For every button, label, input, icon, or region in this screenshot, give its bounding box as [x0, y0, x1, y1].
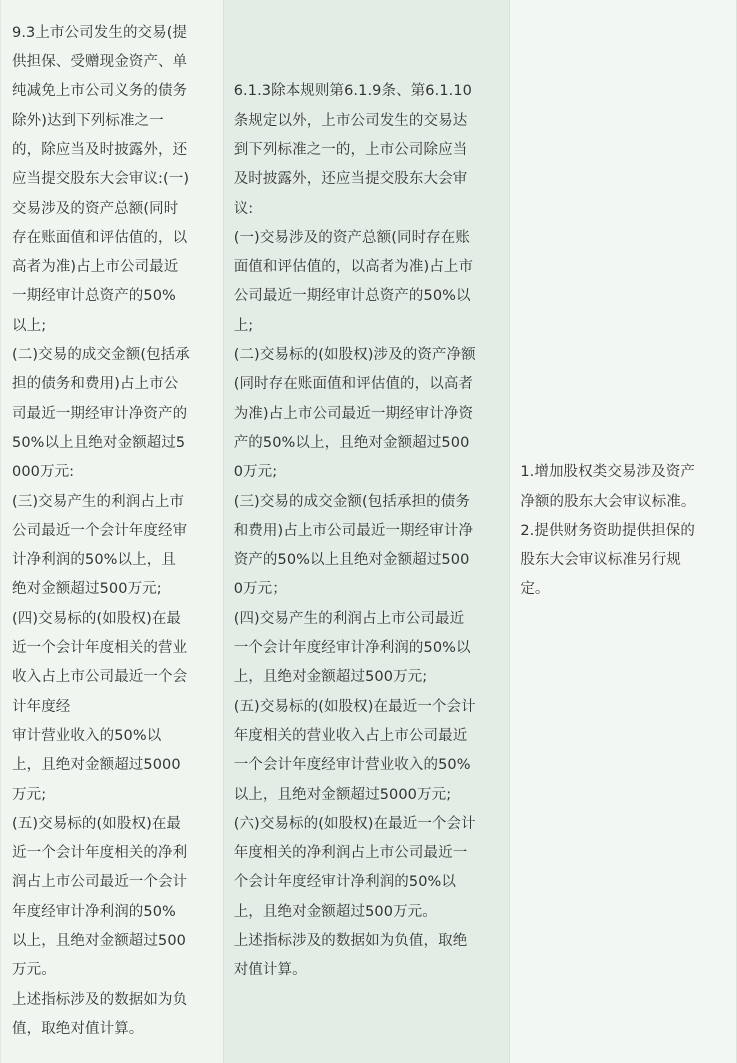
revised-text-line: 上，且绝对金额超过500万元。 — [233, 903, 437, 920]
change-notes-cell — [510, 0, 737, 1063]
original-text-line: 近一个会计年度相关的净利 — [12, 845, 188, 862]
revised-text-line: 及时披露外，还应当提交股东大会审 — [233, 171, 468, 188]
revised-text-line: 和费用)占上市公司最近一期经审计净 — [233, 522, 474, 539]
change-notes-line: 1.增加股权类交易涉及资产 — [520, 464, 695, 481]
revised-text-line: 年度相关的营业收入占上市公司最近 — [233, 727, 468, 744]
original-text-line: 计净利润的50%以上，且 — [12, 552, 176, 569]
original-text-line: 9.3上市公司发生的交易(提 — [12, 24, 188, 41]
original-text-line: 万元。 — [12, 962, 56, 979]
original-rule-cell — [1, 0, 224, 1063]
revised-text-line: 0万元; — [233, 464, 278, 481]
original-text-line: (三)交易产生的利润占上市 — [12, 493, 185, 510]
revised-text-line: (三)交易的成交金额(包括承担的债务 — [233, 493, 470, 510]
revised-text-line: 公司最近一期经审计总资产的50%以 — [233, 288, 471, 305]
change-notes-line: 定。 — [520, 581, 550, 598]
revised-text-line: 面值和评估值的，以高者为准)占上市 — [233, 259, 474, 276]
original-text-line: 除外)达到下列标准之一 — [12, 112, 164, 129]
revised-text-line: 条规定以外，上市公司发生的交易达 — [233, 112, 468, 129]
original-text-line: (四)交易标的(如股权)在最 — [12, 610, 182, 627]
original-text-line: 年度经审计净利润的50% — [12, 903, 176, 920]
revised-text-line: (同时存在账面值和评估值的，以高者 — [233, 376, 474, 393]
original-text-line: (五)交易标的(如股权)在最 — [12, 815, 182, 832]
original-text-line: 绝对金额超过500万元; — [12, 581, 162, 598]
revised-text-line: (六)交易标的(如股权)在最近一个会计 — [233, 815, 476, 832]
revised-text-line: 个会计年度经审计净利润的50%以 — [233, 874, 457, 891]
revised-text-line: 到下列标准之一的，上市公司除应当 — [233, 141, 468, 158]
original-text-line: 高者为准)占上市公司最近 — [12, 259, 179, 276]
revised-text-line: 上述指标涉及的数据如为负值，取绝 — [233, 933, 468, 949]
original-text-line: 润占上市公司最近一个会计 — [12, 874, 188, 891]
original-text-line: 值，取绝对值计算。 — [12, 1020, 144, 1037]
original-text-line: 司最近一期经审计净资产的 — [12, 405, 188, 422]
revised-text-line: 0万元； — [233, 581, 287, 598]
revised-text-line: (五)交易标的(如股权)在最近一个会计 — [233, 698, 476, 715]
revised-rule-cell — [224, 0, 511, 1063]
original-text-line: 以上，且绝对金额超过500 — [12, 933, 186, 949]
original-text-line: 万元; — [12, 786, 47, 803]
change-notes-line: 股东大会审议标准另行规 — [520, 552, 681, 569]
revised-text-line: 上; — [233, 317, 254, 334]
original-text-line: 交易涉及的资产总额(同时 — [12, 200, 179, 217]
change-notes-line: 净额的股东大会审议标准。 — [520, 493, 696, 510]
revised-text-line: (一)交易涉及的资产总额(同时存在账 — [233, 229, 470, 246]
revised-text-line: 6.1.3除本规则第6.1.9条、第6.1.10 — [233, 83, 473, 100]
original-text-line: 审计营业收入的50%以 — [12, 727, 162, 744]
revised-text-line: 年度相关的净利润占上市公司最近一 — [233, 845, 468, 862]
original-text-line: 收入占上市公司最近一个会 — [12, 669, 188, 686]
revised-text-line: 为准)占上市公司最近一期经审计净资 — [233, 405, 474, 422]
original-text-line: 000万元: — [12, 464, 75, 481]
original-text-line: 50%以上且绝对金额超过5 — [12, 434, 186, 451]
original-text-line: 公司最近一个会计年度经审 — [12, 522, 188, 539]
original-text-line: 以上; — [12, 317, 47, 334]
original-text-line: 近一个会计年度相关的营业 — [12, 640, 188, 657]
revised-text-line: 对值计算。 — [233, 962, 307, 979]
revised-text-line: (四)交易产生的利润占上市公司最近 — [233, 610, 465, 627]
revised-text-line: 一个会计年度经审计净利润的50%以 — [233, 640, 471, 657]
revised-text-line: 一个会计年度经审计营业收入的50% — [233, 757, 471, 774]
original-text-line: 上，且绝对金额超过5000 — [12, 757, 181, 774]
revised-text-line: 产的50%以上，且绝对金额超过500 — [233, 434, 470, 451]
change-notes-line: 2.提供财务资助提供担保的 — [520, 522, 695, 539]
original-text-line: (二)交易的成交金额(包括承 — [12, 347, 190, 364]
original-text-line: 的，除应当及时披露外，还 — [12, 141, 188, 158]
revised-text-line: 资产的50%以上且绝对金额超过500 — [233, 552, 470, 569]
original-text-line: 一期经审计总资产的50% — [12, 288, 176, 305]
original-text-line: 担的债务和费用)占上市公 — [12, 376, 179, 393]
revised-text-line: 以上，且绝对金额超过5000万元; — [233, 786, 452, 803]
original-text-line: 计年度经 — [12, 698, 71, 715]
original-text-line: 上述指标涉及的数据如为负 — [12, 991, 188, 1008]
original-text-line: 供担保、受赠现金资产、单 — [12, 54, 188, 71]
original-text-line: 存在账面值和评估值的，以 — [12, 229, 188, 246]
original-text-line: 纯减免上市公司义务的债务 — [12, 83, 188, 100]
revised-text-line: 上，且绝对金额超过500万元; — [233, 669, 428, 686]
revised-text-line: 议: — [233, 200, 254, 217]
revised-text-line: (二)交易标的(如股权)涉及的资产净额 — [233, 347, 476, 364]
original-text-line: 应当提交股东大会审议:(一) — [12, 171, 190, 188]
